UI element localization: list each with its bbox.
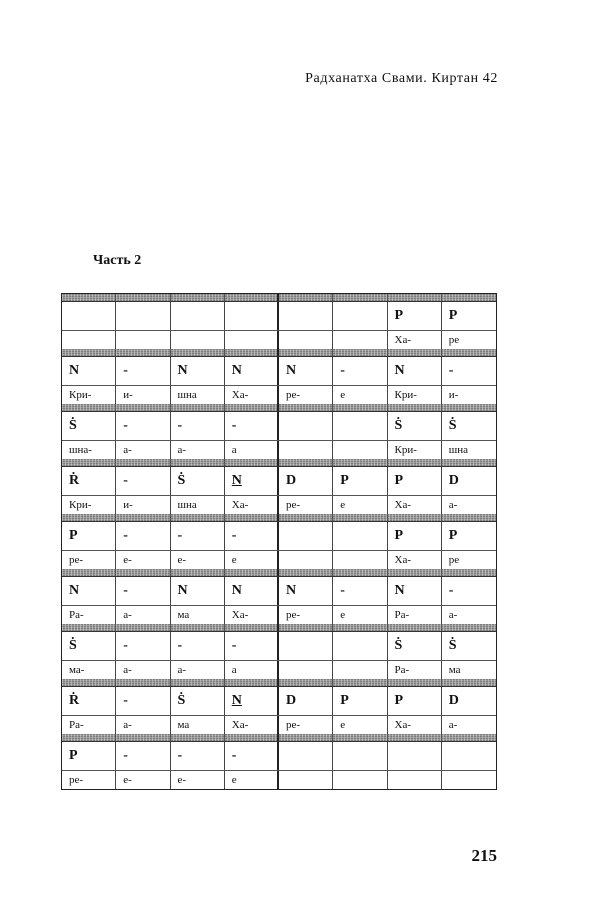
syllable-cell: ре- [279,606,333,624]
note-cell [279,522,333,550]
note-cell: Ṡ [62,412,116,440]
syllable-cell: Ха- [225,606,279,624]
syllable-cell [225,331,279,349]
note-cell: - [116,577,170,605]
note-cell: Ṡ [388,632,442,660]
syllable-cell [62,331,116,349]
syllable-cell [279,771,333,789]
note-row [62,357,496,386]
note-cell: - [116,467,170,495]
syllable-cell: е [333,716,387,734]
syllable-cell: а- [448,719,458,731]
note-row [62,687,496,716]
note-cell: - [116,412,170,440]
note-cell: - [171,632,225,660]
note-cell [279,412,333,440]
note-cell: Ṡ [171,467,225,495]
note-cell: D [448,473,459,488]
syllable-cell: е- [116,551,170,569]
shaded-separator [62,294,496,302]
syllable-cell: а- [116,716,170,734]
note-cell: - [448,363,454,378]
note-cell: Ṙ [62,687,116,715]
note-row [62,522,496,551]
syllable-cell [333,771,387,789]
note-cell: P [62,742,116,770]
syllable-cell: и- [116,496,170,514]
syllable-cell: Ра- [62,606,116,624]
note-cell [171,302,225,330]
shaded-separator [62,679,496,687]
note-cell: N [225,357,279,385]
syllable-cell: ма [171,606,225,624]
note-cell: Ṡ [388,412,442,440]
note-cell: N [62,577,116,605]
note-cell: N [225,687,279,715]
syllable-cell: ре- [279,496,333,514]
page-number: 215 [471,846,497,865]
syllable-row [62,661,496,679]
note-cell: N [279,357,333,385]
syllable-cell: ма- [62,661,116,679]
syllable-cell: шна [448,444,468,456]
section-title: Часть 2 [93,253,142,268]
syllable-cell: е- [116,771,170,789]
note-cell: Ṡ [448,638,457,653]
note-cell: - [333,357,387,385]
note-cell: - [225,742,279,770]
note-row [62,632,496,661]
syllable-cell: Кри- [62,386,116,404]
syllable-row [62,606,496,624]
note-cell [333,412,387,440]
shaded-separator [62,734,496,742]
syllable-cell: е- [171,771,225,789]
syllable-cell: а [225,661,279,679]
syllable-cell [442,771,496,789]
note-cell: N [279,577,333,605]
syllable-cell: ма [448,664,461,676]
syllable-cell: а- [171,441,225,459]
note-cell: P [388,467,442,495]
note-cell: - [225,412,279,440]
note-cell: N [171,577,225,605]
note-cell: N [62,357,116,385]
note-cell: N [388,577,442,605]
syllable-cell: Ха- [388,331,442,349]
syllable-row [62,496,496,514]
syllable-cell: а- [448,609,458,621]
note-cell [333,522,387,550]
syllable-cell: ма [171,716,225,734]
note-cell: N [388,357,442,385]
note-cell: - [448,583,454,598]
note-cell: - [116,742,170,770]
note-cell [333,632,387,660]
syllable-row [62,551,496,569]
syllable-cell: ре- [279,386,333,404]
note-cell: P [388,302,442,330]
note-cell [333,302,387,330]
syllable-cell [279,441,333,459]
note-cell: - [116,357,170,385]
note-cell: - [225,632,279,660]
syllable-cell [279,661,333,679]
note-cell: - [333,577,387,605]
syllable-cell: ре [448,554,460,566]
syllable-cell: а- [448,499,458,511]
shaded-separator [62,349,496,357]
note-cell [279,302,333,330]
note-row [62,412,496,441]
note-cell: - [171,412,225,440]
syllable-cell: е [333,496,387,514]
shaded-separator [62,624,496,632]
syllable-cell [333,331,387,349]
note-cell: - [116,687,170,715]
note-cell [62,302,116,330]
syllable-cell: Кри- [388,441,442,459]
shaded-separator [62,514,496,522]
notation-table [61,293,497,790]
syllable-cell: шна- [62,441,116,459]
note-row [62,742,496,771]
note-cell: Ṡ [171,687,225,715]
note-cell: P [62,522,116,550]
syllable-cell: а- [171,661,225,679]
syllable-cell: Ха- [388,551,442,569]
syllable-cell: а- [116,441,170,459]
syllable-cell: Ра- [388,606,442,624]
note-cell: N [225,467,279,495]
shaded-separator [62,569,496,577]
syllable-row [62,441,496,459]
syllable-cell: ре- [62,551,116,569]
syllable-cell [279,331,333,349]
note-cell: D [279,467,333,495]
note-cell [279,742,333,770]
note-cell: P [448,528,458,543]
note-cell: P [333,687,387,715]
note-cell [116,302,170,330]
syllable-cell: е- [171,551,225,569]
syllable-cell: Ха- [225,716,279,734]
syllable-cell: ре- [279,716,333,734]
syllable-cell: а [225,441,279,459]
note-cell [388,742,442,770]
note-cell: - [116,632,170,660]
syllable-cell [116,331,170,349]
syllable-cell: Ха- [225,386,279,404]
syllable-row [62,716,496,734]
note-cell [279,632,333,660]
note-row [62,302,496,331]
note-cell: N [225,577,279,605]
syllable-cell: Ра- [62,716,116,734]
shaded-separator [62,404,496,412]
note-cell: P [333,467,387,495]
syllable-cell: е [333,606,387,624]
syllable-cell: е [225,771,279,789]
note-cell [442,742,496,770]
note-cell: Ṙ [62,467,116,495]
syllable-row [62,331,496,349]
syllable-cell [333,661,387,679]
syllable-row [62,386,496,404]
syllable-cell: е [225,551,279,569]
shaded-separator [62,459,496,467]
syllable-cell [171,331,225,349]
note-row [62,577,496,606]
note-row [62,467,496,496]
syllable-cell: шна [171,386,225,404]
syllable-cell: е [333,386,387,404]
syllable-cell: Ха- [388,496,442,514]
syllable-cell: и- [116,386,170,404]
note-cell: Ṡ [448,418,457,433]
syllable-cell: Ра- [388,661,442,679]
syllable-row [62,771,496,789]
syllable-cell: ре- [62,771,116,789]
syllable-cell: Ха- [388,716,442,734]
syllable-cell: Кри- [388,386,442,404]
note-cell: P [448,308,458,323]
note-cell: D [279,687,333,715]
note-cell: P [388,522,442,550]
syllable-cell: и- [448,389,459,401]
syllable-cell: Ха- [225,496,279,514]
note-cell [225,302,279,330]
note-cell: - [225,522,279,550]
note-cell: - [116,522,170,550]
note-cell: Ṡ [62,632,116,660]
note-cell: N [171,357,225,385]
syllable-cell [279,551,333,569]
syllable-cell: шна [171,496,225,514]
note-cell [333,742,387,770]
note-cell: P [388,687,442,715]
syllable-cell: ре [448,334,460,346]
syllable-cell: Кри- [62,496,116,514]
syllable-cell: а- [116,606,170,624]
syllable-cell [333,441,387,459]
note-cell: - [171,742,225,770]
note-cell: - [171,522,225,550]
running-head: Радханатха Свами. Киртан 42 [305,71,498,86]
syllable-cell [388,771,442,789]
syllable-cell: а- [116,661,170,679]
note-cell: D [448,693,459,708]
syllable-cell [333,551,387,569]
